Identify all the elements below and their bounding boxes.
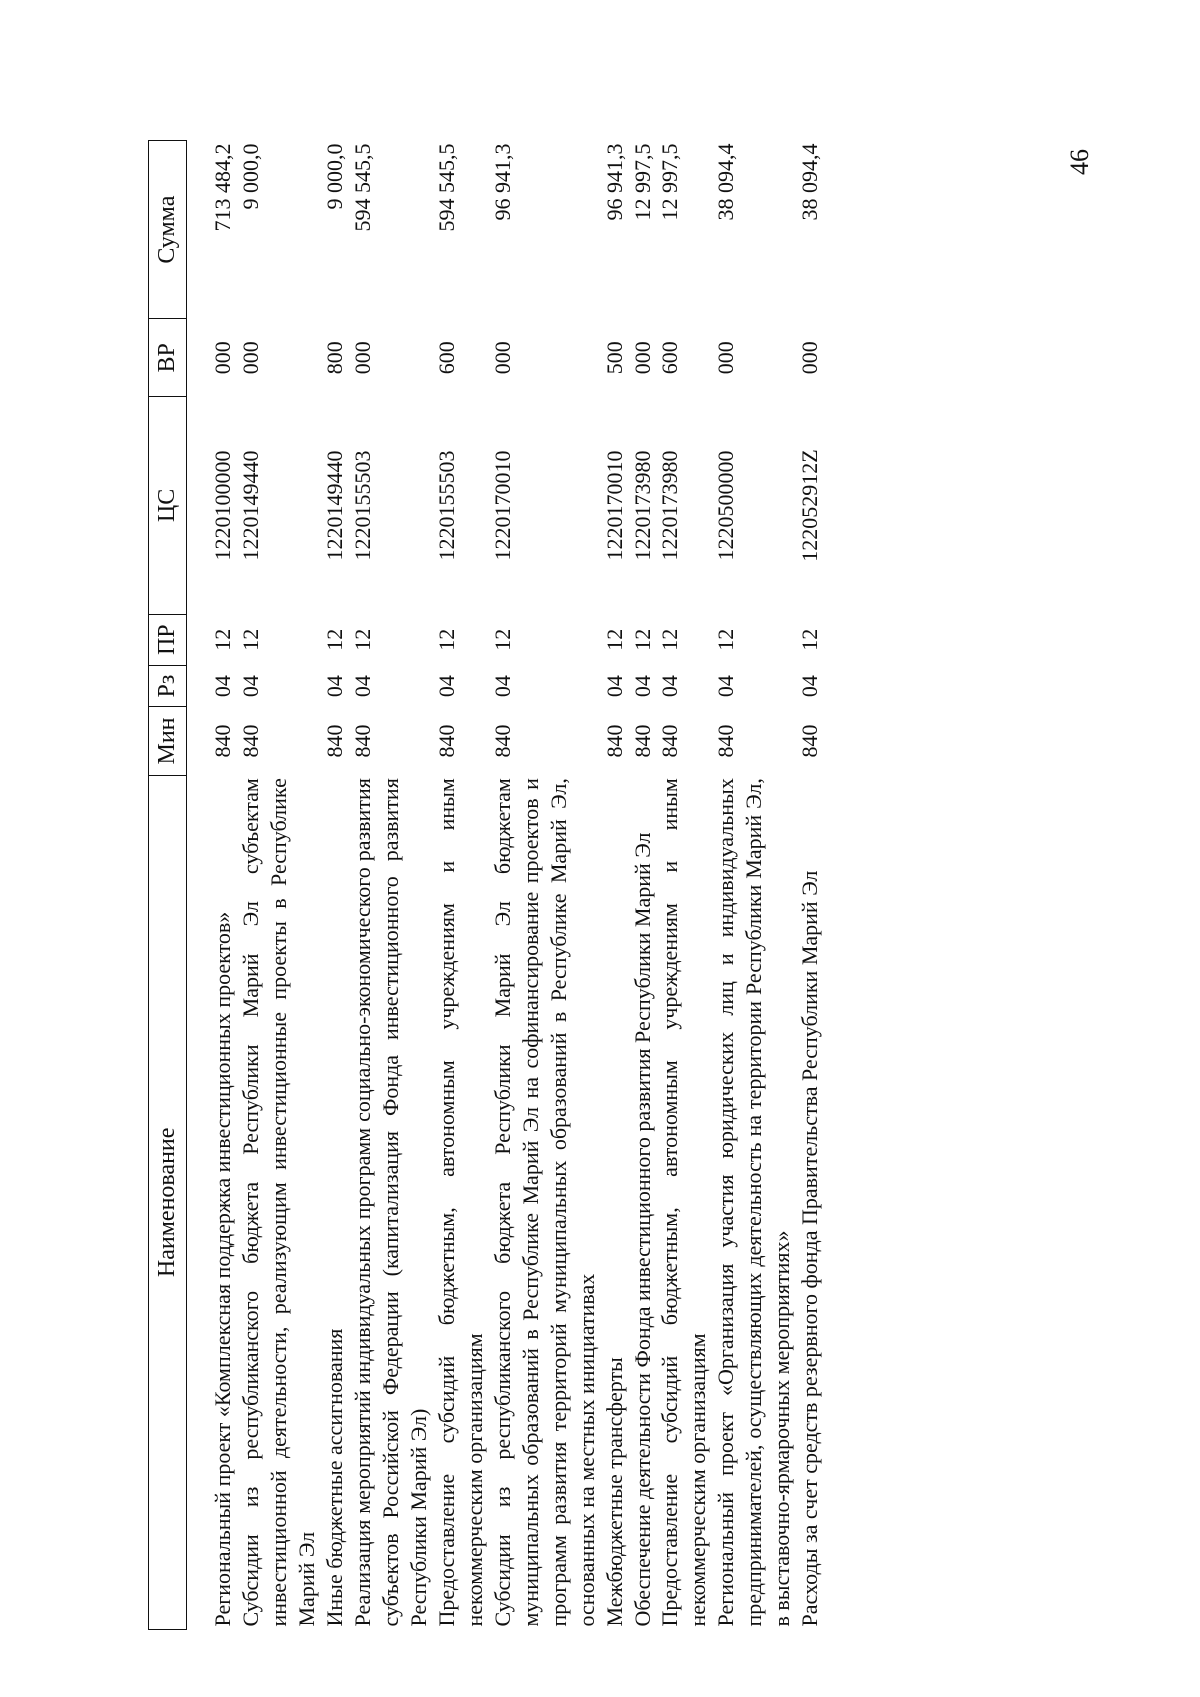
row-vr: 000 — [629, 341, 655, 375]
row-cs: 122052912Z — [797, 449, 823, 562]
row-cs: 1220173980 — [657, 450, 683, 561]
row-sum: 12 997,5 — [629, 143, 655, 221]
row-name: Расходы за счет средств резервного фонда Правительства Республики Марий Эл — [797, 870, 823, 1627]
row-pr: 12 — [601, 628, 627, 651]
row-name: Субсидии из республиканского бюджета Республики Марий Эл бюджетам муниципальных образований в Республике Марий Эл на софинансирование проектов и программ развития территорий муниципальных образований в Республике Марий Эл, основанных на местных инициативах — [489, 778, 599, 1627]
row-min: 840 — [489, 724, 515, 758]
row-rz: 04 — [657, 675, 683, 698]
header-name: Наименование — [149, 775, 187, 1629]
row-vr: 000 — [797, 341, 823, 375]
row-sum: 713 484,2 — [210, 143, 236, 232]
row-vr: 000 — [489, 341, 515, 375]
table-row — [601, 141, 629, 1630]
row-sum: 594 545,5 — [350, 143, 376, 232]
row-min: 840 — [797, 724, 823, 758]
table-row — [489, 141, 601, 1630]
row-cs: 1220170010 — [489, 450, 515, 561]
table-row — [796, 141, 824, 1630]
row-pr: 12 — [629, 628, 655, 651]
table-row — [187, 141, 237, 1630]
row-vr: 500 — [601, 341, 627, 375]
row-rz: 04 — [489, 675, 515, 698]
row-min: 840 — [657, 724, 683, 758]
header-vr: ВР — [149, 319, 187, 397]
row-pr: 12 — [797, 628, 823, 651]
row-cs: 1220155503 — [433, 450, 459, 561]
row-vr: 800 — [322, 341, 348, 375]
row-name: Обеспечение деятельности Фонда инвестиционного развития Республики Марий Эл — [629, 832, 655, 1627]
row-name: Предоставление субсидий бюджетным, автономным учреждениям и иным некоммерческим организациям — [433, 778, 487, 1627]
table-row — [656, 141, 712, 1630]
row-cs: 1220500000 — [713, 450, 739, 561]
row-min: 840 — [238, 724, 264, 758]
row-pr: 12 — [210, 628, 236, 651]
row-pr: 12 — [350, 628, 376, 651]
row-sum: 9 000,0 — [238, 143, 264, 210]
row-vr: 000 — [713, 341, 739, 375]
row-pr: 12 — [322, 628, 348, 651]
table-body — [187, 141, 824, 1630]
row-min: 840 — [601, 724, 627, 758]
row-pr: 12 — [489, 628, 515, 651]
row-cs: 1220170010 — [601, 450, 627, 561]
row-name: Иные бюджетные ассигнования — [322, 1328, 348, 1627]
row-pr: 12 — [433, 628, 459, 651]
row-name: Межбюджетные трансферты — [601, 1357, 627, 1627]
row-min: 840 — [433, 724, 459, 758]
row-cs: 1220149440 — [238, 450, 264, 561]
row-rz: 04 — [210, 675, 236, 698]
row-rz: 04 — [797, 675, 823, 698]
header-cs: ЦС — [149, 397, 187, 614]
row-vr: 000 — [350, 341, 376, 375]
row-sum: 594 545,5 — [433, 143, 459, 232]
row-sum: 38 094,4 — [797, 143, 823, 221]
row-rz: 04 — [713, 675, 739, 698]
header-row — [149, 141, 187, 1630]
row-min: 840 — [210, 724, 236, 758]
table-row — [433, 141, 489, 1630]
table-row — [629, 141, 657, 1630]
row-cs: 1220149440 — [322, 450, 348, 561]
row-min: 840 — [713, 724, 739, 758]
row-cs: 1220173980 — [629, 450, 655, 561]
row-cs: 1220155503 — [350, 450, 376, 561]
row-cs: 1220100000 — [210, 450, 236, 561]
budget-table — [148, 140, 824, 1630]
table-row — [712, 141, 796, 1630]
row-sum: 38 094,4 — [713, 143, 739, 221]
row-sum: 96 941,3 — [601, 143, 627, 221]
row-pr: 12 — [713, 628, 739, 651]
header-min: Мин — [149, 707, 187, 775]
row-vr: 000 — [238, 341, 264, 375]
row-rz: 04 — [238, 675, 264, 698]
row-sum: 96 941,3 — [489, 143, 515, 221]
row-rz: 04 — [629, 675, 655, 698]
row-rz: 04 — [601, 675, 627, 698]
table-header — [149, 141, 187, 1630]
row-sum: 9 000,0 — [322, 143, 348, 210]
header-sum: Сумма — [149, 141, 187, 319]
table-row — [349, 141, 433, 1630]
row-rz: 04 — [433, 675, 459, 698]
row-name: Субсидии из республиканского бюджета Республики Марий Эл субъектам инвестиционной деятельности, реализующим инвестиционные проекты в Республике Марий Эл — [238, 778, 320, 1627]
header-pr: ПР — [149, 614, 187, 665]
table-row — [321, 141, 349, 1630]
page-number: 46 — [1065, 149, 1094, 175]
row-name: Предоставление субсидий бюджетным, автономным учреждениям и иным некоммерческим организациям — [657, 778, 711, 1627]
row-min: 840 — [350, 724, 376, 758]
row-min: 840 — [322, 724, 348, 758]
header-rz: Рз — [149, 665, 187, 706]
row-sum: 12 997,5 — [657, 143, 683, 221]
row-name: Региональный проект «Организация участия юридических лиц и индивидуальных предпринимателей, осуществляющих деятельность на территории Республики Марий Эл, в выставочно-ярмарочных мероприятиях» — [713, 778, 795, 1627]
row-rz: 04 — [322, 675, 348, 698]
row-min: 840 — [629, 724, 655, 758]
row-name: Региональный проект «Комплексная поддержка инвестиционных проектов» — [210, 911, 236, 1627]
row-rz: 04 — [350, 675, 376, 698]
row-name: Реализация мероприятий индивидуальных программ социально-экономического развития субъектов Российской Федерации (капитализация Фонда инвестиционного развития Республики Марий Эл) — [350, 778, 432, 1627]
table-row — [237, 141, 321, 1630]
row-pr: 12 — [238, 628, 264, 651]
row-pr: 12 — [657, 628, 683, 651]
rotated-page-content — [148, 140, 1008, 1630]
row-vr: 600 — [433, 341, 459, 375]
row-vr: 600 — [657, 341, 683, 375]
row-vr: 000 — [210, 341, 236, 375]
